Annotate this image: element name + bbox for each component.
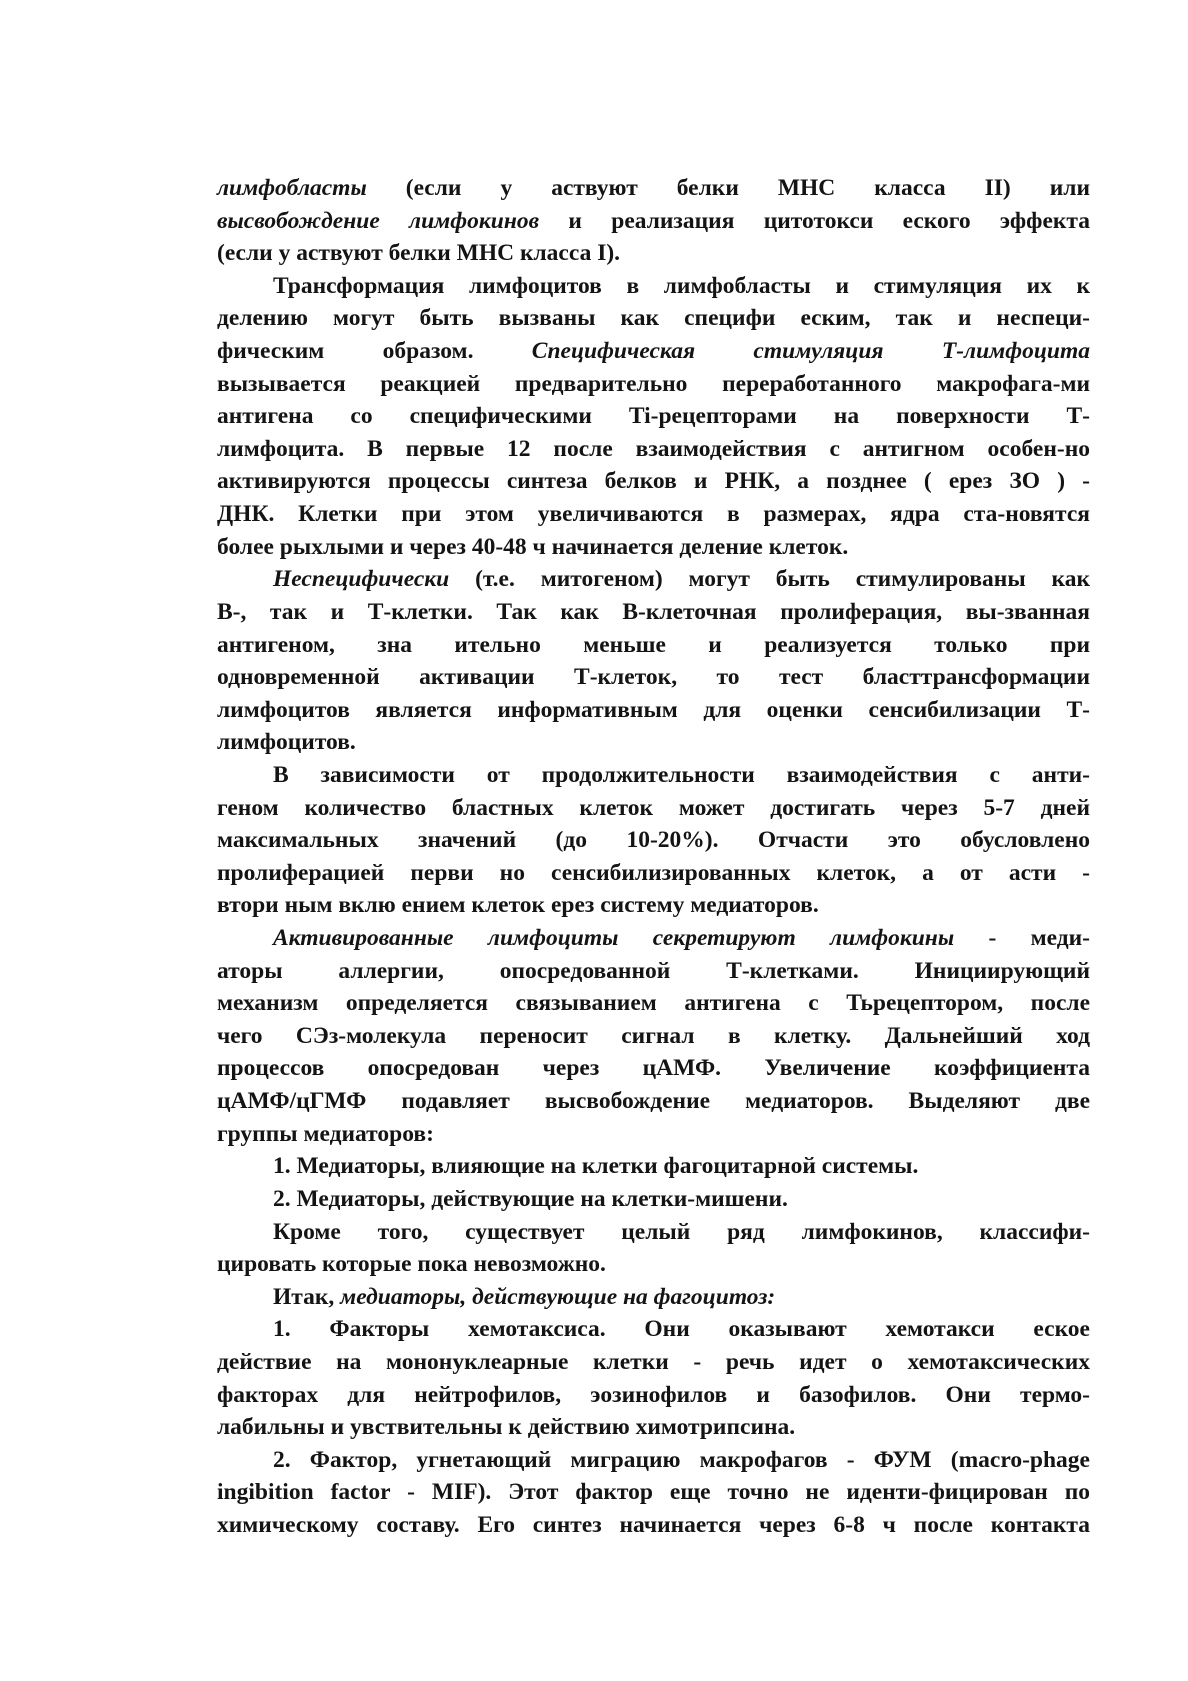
- text-run: действие на мононуклеарные клетки - речь идет о хемотаксических: [217, 1348, 1090, 1375]
- text-line: [217, 400, 1090, 433]
- text-line: [217, 1281, 1090, 1314]
- text-line: [217, 824, 1090, 857]
- text-line: [217, 1183, 1090, 1216]
- italic-text-run: Неспецифически: [273, 566, 450, 593]
- text-line: [217, 1509, 1090, 1542]
- text-run: пролиферацией перви но сенсибилизированных клеток, а от асти -: [217, 859, 1090, 886]
- text-run: 1. Факторы хемотаксиса. Они оказывают хемотакси еское: [273, 1316, 1090, 1343]
- text-line: [217, 270, 1090, 303]
- text-line: [217, 1085, 1090, 1118]
- text-run: 2. Медиаторы, действующие на клетки-мишени.: [273, 1185, 788, 1212]
- text-run: Кроме того, существует целый ряд лимфокинов, классифи-: [273, 1218, 1090, 1245]
- text-run: активируются процессы синтеза белков и РНК, а позднее ( ерез ЗО ) -: [217, 468, 1090, 495]
- text-run: антигена со специфическими Ti-рецепторами на поверхности Т-: [217, 403, 1090, 430]
- text-line: [217, 302, 1090, 335]
- text-line: [217, 1248, 1090, 1281]
- text-line: [217, 1020, 1090, 1053]
- text-line: [217, 1411, 1090, 1444]
- text-run: химическому составу. Его синтез начинается через 6-8 ч после контакта: [217, 1511, 1090, 1538]
- text-line: [217, 792, 1090, 825]
- text-line: [217, 1379, 1090, 1412]
- text-line: [217, 987, 1090, 1020]
- text-run: вызывается реакцией предварительно переработанного макрофага-ми: [217, 370, 1090, 397]
- italic-text-run: высвобождение лимфокинов: [217, 207, 540, 234]
- text-line: [217, 237, 1090, 270]
- text-line: [217, 759, 1090, 792]
- italic-text-run: лимфобласты: [217, 175, 367, 201]
- text-line: [217, 1118, 1090, 1151]
- text-run: лабильны и увствительны к действию химотрипсина.: [217, 1414, 796, 1441]
- page-body-text: [217, 172, 1090, 1542]
- text-line: [217, 694, 1090, 727]
- text-line: [217, 1346, 1090, 1379]
- text-run: максимальных значений (до 10-20%). Отчасти это обусловлено: [217, 827, 1090, 854]
- text-line: [217, 433, 1090, 466]
- text-run: лимфоцитов является информативным для оценки сенсибилизации Т-: [217, 696, 1090, 723]
- text-run: более рыхлыми и через 40-48 ч начинается деление клеток.: [217, 533, 849, 560]
- text-run: 2. Фактор, угнетающий миграцию макрофагов - ФУМ (macro-phage: [273, 1446, 1090, 1473]
- text-line: [217, 922, 1090, 955]
- text-line: [217, 889, 1090, 922]
- text-run: антигеном, зна ительно меньше и реализуется только при: [217, 631, 1090, 658]
- text-line: [217, 1444, 1090, 1477]
- text-line: [217, 857, 1090, 890]
- text-run: Трансформация лимфоцитов в лимфобласты и стимуляция их к: [273, 272, 1090, 299]
- text-run: геном количество бластных клеток может достигать через 5-7 дней: [217, 794, 1090, 821]
- text-line: [217, 661, 1090, 694]
- text-run: ingibition factor - MIF). Этот фактор еще точно не иденти-фицирован по: [217, 1479, 1090, 1506]
- text-run: лимфоцитов.: [217, 729, 356, 756]
- text-run: фическим образом.: [217, 338, 532, 365]
- text-run: (если у аствуют белки МНС класса I).: [217, 240, 621, 267]
- text-line: [217, 205, 1090, 238]
- text-run: ДНК. Клетки при этом увеличиваются в размерах, ядра ста-новятся: [217, 501, 1090, 528]
- text-run: В-, так и Т-клетки. Так как В-клеточная пролиферация, вы-званная: [217, 598, 1090, 625]
- text-line: [217, 1052, 1090, 1085]
- text-run: механизм определяется связыванием антигена с Тьрецептором, после: [217, 990, 1090, 1017]
- text-run: факторах для нейтрофилов, эозинофилов и базофилов. Они термо-: [217, 1381, 1090, 1408]
- text-line: [217, 596, 1090, 629]
- text-run: одновременной активации Т-клеток, то тест бласттрансформации: [217, 664, 1090, 691]
- text-run: цАМФ/цГМФ подавляет высвобождение медиаторов. Выделяют две: [217, 1088, 1090, 1115]
- text-run: делению могут быть вызваны как специфи еским, так и неспеци-: [217, 305, 1090, 332]
- text-line: [217, 955, 1090, 988]
- italic-text-run: Активированные лимфоциты секретируют лимфокины: [273, 925, 955, 952]
- italic-text-run: медиаторы, действующие на фагоцитоз:: [340, 1283, 776, 1310]
- text-run: (т.е. митогеном) могут быть стимулированы как: [449, 566, 1090, 593]
- text-line: [217, 368, 1090, 401]
- text-run: группы медиаторов:: [217, 1120, 434, 1147]
- text-run: процессов опосредован через цАМФ. Увеличение коэффициента: [217, 1055, 1090, 1082]
- text-line: [217, 335, 1090, 368]
- text-line: [217, 1150, 1090, 1183]
- text-run: - меди-: [954, 925, 1090, 952]
- text-run: аторы аллергии, опосредованной Т-клетками. Инициирующий: [217, 957, 1090, 984]
- text-run: Итак,: [273, 1283, 341, 1310]
- text-line: [217, 465, 1090, 498]
- text-run: 1. Медиаторы, влияющие на клетки фагоцитарной системы.: [273, 1153, 919, 1180]
- text-run: (если у аствуют белки МНС класса II) или: [366, 175, 1090, 201]
- text-run: и реализация цитотокси еского эффекта: [539, 207, 1090, 234]
- text-line: [217, 726, 1090, 759]
- text-run: лимфоцита. В первые 12 после взаимодействия с антигном особен-но: [217, 435, 1090, 462]
- text-line: [217, 531, 1090, 564]
- text-line: [217, 172, 1090, 205]
- text-line: [217, 1476, 1090, 1509]
- text-run: втори ным вклю ением клеток ерез систему медиаторов.: [217, 892, 819, 919]
- text-run: цировать которые пока невозможно.: [217, 1251, 606, 1278]
- text-line: [217, 1313, 1090, 1346]
- text-line: [217, 498, 1090, 531]
- text-run: чего СЭз-молекула переносит сигнал в клетку. Дальнейший ход: [217, 1022, 1090, 1049]
- text-run: В зависимости от продолжительности взаимодействия с анти-: [273, 761, 1090, 788]
- text-line: [217, 563, 1090, 596]
- italic-text-run: Специфическая стимуляция Т-лимфоцита: [531, 338, 1090, 365]
- text-line: [217, 1216, 1090, 1249]
- text-line: [217, 629, 1090, 662]
